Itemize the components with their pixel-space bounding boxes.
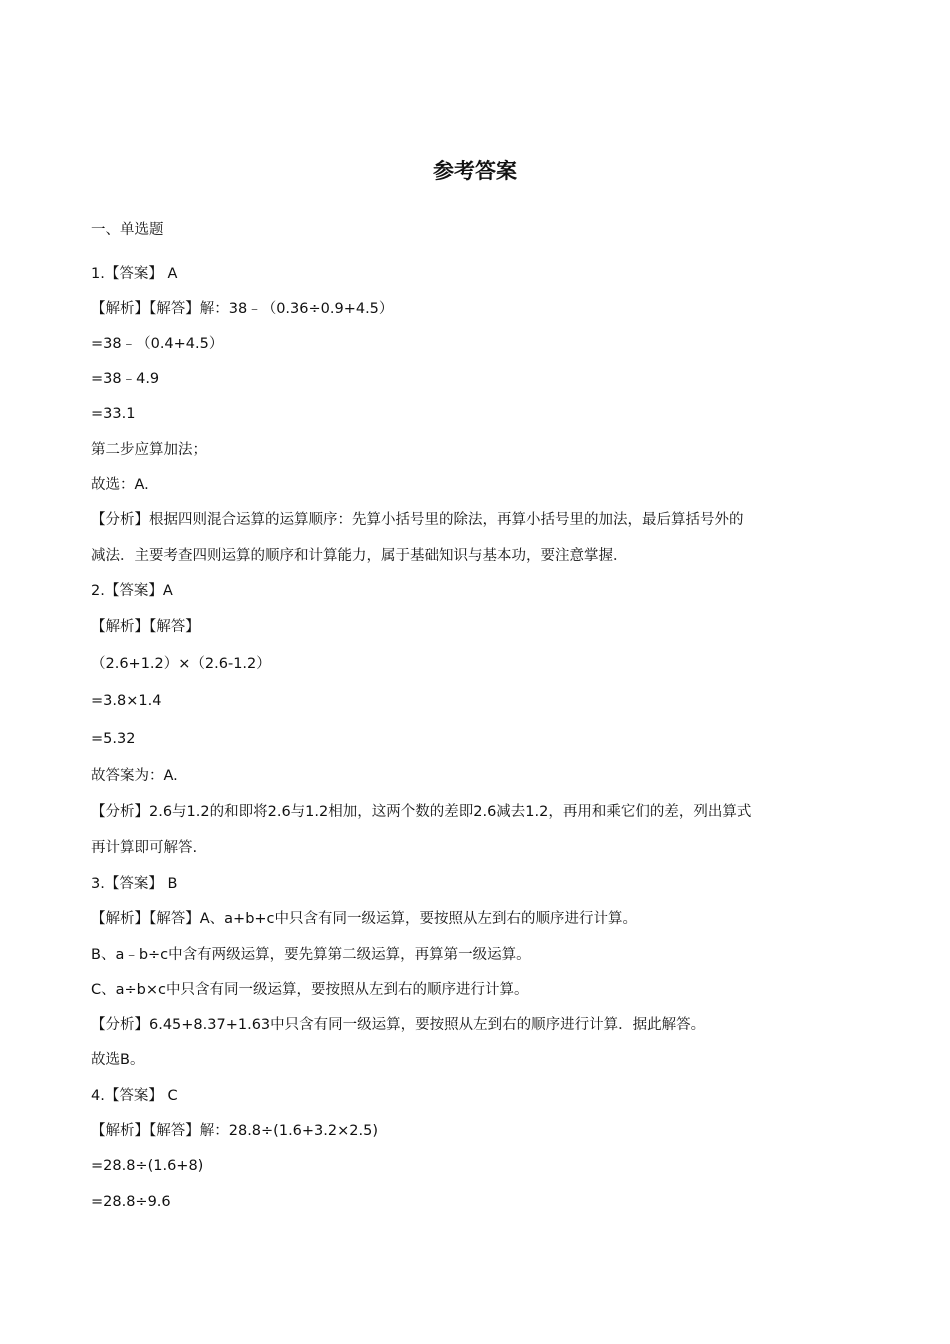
answer-2-solution-line: =3.8×1.4	[91, 693, 162, 709]
answer-3-label: 3.【答案】 B	[91, 876, 178, 892]
answer-1-label: 1.【答案】 A	[91, 266, 178, 282]
answer-3-solution-line: 故选B。	[91, 1052, 145, 1068]
answer-1-analysis: 减法．主要考查四则运算的顺序和计算能力，属于基础知识与基本功，要注意掌握．	[91, 548, 628, 564]
answer-2-analysis: 再计算即可解答.	[91, 840, 198, 856]
answer-3-solution-line: 【解析】【解答】A、a+b+c中只含有同一级运算，要按照从左到右的顺序进行计算。	[91, 911, 638, 927]
answer-2-solution-line: （2.6+1.2）×（2.6-1.2）	[91, 656, 271, 672]
answer-4-solution-line: 【解析】【解答】解：28.8÷(1.6+3.2×2.5)	[91, 1123, 378, 1139]
answer-4-label: 4.【答案】 C	[91, 1088, 178, 1104]
answer-1-solution-line: 【解析】【解答】解：38﹣（0.36÷0.9+4.5）	[91, 301, 394, 317]
answer-1-solution-line: 第二步应算加法；	[91, 442, 207, 458]
answer-1-solution-line: =38﹣4.9	[91, 371, 160, 387]
answer-1-solution-line: =38﹣（0.4+4.5）	[91, 336, 224, 352]
answer-3-solution-line: C、a÷b×c中只含有同一级运算，要按照从左到右的顺序进行计算。	[91, 982, 529, 998]
answer-2-solution-line: 【解析】【解答】	[91, 619, 200, 635]
answer-2-analysis: 【分析】2.6与1.2的和即将2.6与1.2相加，这两个数的差即2.6减去1.2，再用和乘它们的差，列出算式	[91, 804, 752, 820]
answer-3-analysis: 【分析】6.45+8.37+1.63中只含有同一级运算，要按照从左到右的顺序进行计算．据此解答。	[91, 1017, 706, 1033]
answer-4-solution-line: =28.8÷9.6	[91, 1194, 171, 1210]
section-heading: 一、单选题	[91, 222, 164, 238]
page-title: 参考答案	[433, 159, 517, 183]
answer-1-analysis: 【分析】根据四则混合运算的运算顺序：先算小括号里的除法，再算小括号里的加法，最后算括号外的	[91, 512, 744, 528]
answer-1-solution-line: 故选：A.	[91, 477, 149, 493]
answer-2-solution-line: =5.32	[91, 731, 136, 747]
answer-3-solution-line: B、a﹣b÷c中含有两级运算，要先算第二级运算，再算第一级运算。	[91, 947, 531, 963]
answer-4-solution-line: =28.8÷(1.6+8)	[91, 1158, 204, 1174]
answer-2-solution-line: 故答案为：A.	[91, 768, 178, 784]
answer-1-solution-line: =33.1	[91, 406, 136, 422]
answer-2-label: 2.【答案】A	[91, 583, 173, 599]
